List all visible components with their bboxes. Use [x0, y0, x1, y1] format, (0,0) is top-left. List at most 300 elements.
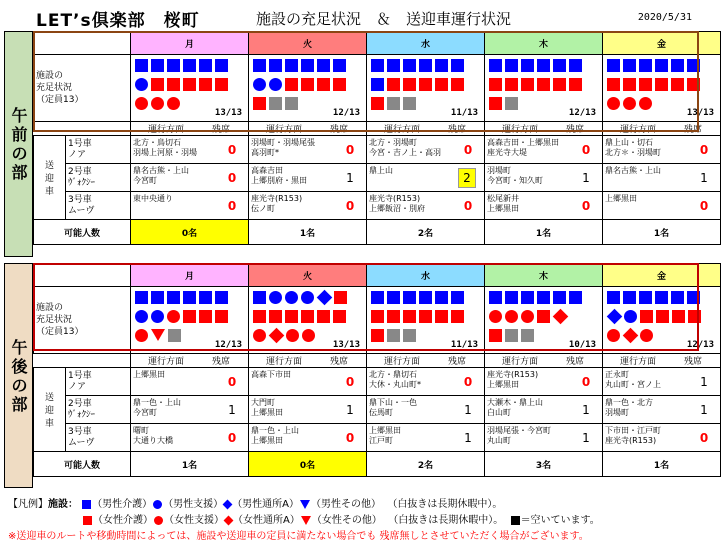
seats-header: 残席: [447, 357, 466, 367]
route-cell: [603, 192, 721, 220]
legend-female-daya: （女性通所A）: [233, 515, 300, 526]
route-cell: [367, 192, 485, 220]
female-other-icon: [301, 516, 311, 525]
route-text: 北方・鼎切石 大休・丸山町*: [369, 370, 421, 389]
possible-value: 0名: [131, 220, 249, 245]
club-name: LET’s倶楽部 桜町: [36, 11, 200, 31]
square-r-icon: [167, 78, 180, 91]
seats-remaining: 1: [700, 403, 708, 417]
possible-value: 1名: [485, 220, 603, 245]
status-icon-row: [489, 78, 585, 91]
route-text: 高森吉田・上郷黒田 座光寺大堤: [487, 138, 559, 157]
legend-male-daya: （男性通所A）: [232, 499, 300, 510]
seats-remaining: 1: [346, 403, 354, 417]
square-b-icon: [607, 291, 620, 304]
circle-r-icon: [135, 329, 148, 342]
route-text: 羽場尾張・今宮町 丸山町: [487, 426, 551, 445]
square-r-icon: [489, 97, 502, 110]
legend-line-male: [8, 497, 698, 513]
square-b-icon: [655, 291, 668, 304]
route-text: 正永町 丸山町・宮ノ上: [605, 370, 661, 389]
seats-remaining: 1: [582, 431, 590, 445]
pm-side-label: [4, 263, 33, 488]
seats-header: 残席: [211, 357, 230, 367]
route-text: 座光寺(R153) 上郷黒田: [487, 370, 539, 389]
possible-value: 1名: [603, 452, 721, 477]
circle-b-icon: [269, 78, 282, 91]
square-r-icon: [451, 310, 464, 323]
route-cell: [131, 136, 249, 164]
square-b-icon: [199, 59, 212, 72]
square-r-icon: [435, 78, 448, 91]
square-b-icon: [371, 78, 384, 91]
status-icon-row: [253, 97, 301, 110]
square-r-icon: [199, 78, 212, 91]
square-b-icon: [687, 291, 700, 304]
seats-remaining: 0: [581, 143, 591, 157]
route-text: 鼎上山・切石 北方＊・羽場町: [605, 138, 661, 157]
square-r-icon: [553, 78, 566, 91]
status-icon-row: [371, 59, 467, 72]
vehicle-label: 2号車 ｳﾞｫｸｼｰ: [66, 396, 131, 424]
square-b-icon: [419, 291, 432, 304]
circle-b-icon: [135, 310, 148, 323]
circle-b-icon: [269, 291, 282, 304]
square-r-icon: [253, 97, 266, 110]
square-b-icon: [387, 59, 400, 72]
square-r-icon: [183, 310, 196, 323]
status-cell: [485, 55, 603, 122]
legend-note: （白抜きは長期休暇中）。: [387, 499, 503, 510]
circle-r-icon: [286, 329, 299, 342]
square-r-icon: [655, 78, 668, 91]
square-r-icon: [269, 310, 282, 323]
legend: [8, 497, 698, 545]
square-r-icon: [607, 78, 620, 91]
route-text: 鼎一色・北方 羽場町: [605, 398, 653, 417]
square-r-icon: [489, 78, 502, 91]
square-r-icon: [387, 78, 400, 91]
square-b-icon: [489, 59, 502, 72]
status-icon-row: [607, 291, 703, 304]
route-header: 運行方面: [619, 125, 656, 135]
diamond-r-icon: [623, 328, 639, 344]
seats-remaining: 0: [463, 375, 473, 389]
possible-value: 0名: [249, 452, 367, 477]
route-text: 上郷黒田 江戸町: [369, 426, 401, 445]
square-r-icon: [371, 310, 384, 323]
square-b-icon: [639, 291, 652, 304]
route-cell: [367, 424, 485, 452]
seats-remaining: 0: [227, 171, 237, 185]
circle-r-icon: [253, 329, 266, 342]
square-g-icon: [403, 97, 416, 110]
route-cell: [485, 368, 603, 396]
circle-b-icon: [285, 291, 298, 304]
square-b-icon: [521, 59, 534, 72]
status-icon-row: [489, 310, 570, 323]
route-header: 運行方面: [501, 357, 538, 367]
circle-r-icon: [167, 310, 180, 323]
legend-female-other: （女性その他）: [311, 515, 382, 526]
circle-r-icon: [302, 329, 315, 342]
subheader: [249, 122, 367, 136]
square-g-icon: [505, 329, 518, 342]
seats-header: 残席: [211, 125, 230, 135]
status-icon-row: [135, 291, 231, 304]
seats-remaining: 1: [346, 171, 354, 185]
male-other-icon: [300, 500, 310, 509]
possible-value: 2名: [367, 220, 485, 245]
route-cell: [485, 164, 603, 192]
seats-remaining: 0: [345, 199, 355, 213]
seats-remaining: 0: [581, 199, 591, 213]
route-text: 羽場町・羽場尾張 高羽町*: [251, 138, 315, 157]
day-header: 水: [367, 32, 485, 55]
square-g-icon: [285, 97, 298, 110]
square-b-icon: [151, 59, 164, 72]
route-text: 座光寺(R153) 伝ノ町: [251, 194, 303, 213]
status-cell: [367, 55, 485, 122]
square-b-icon: [505, 59, 518, 72]
square-r-icon: [317, 78, 330, 91]
legend-empty: ＝空いています。: [520, 515, 600, 526]
route-text: 鼎一色・上山 上郷黒田: [251, 426, 299, 445]
square-g-icon: [387, 97, 400, 110]
vehicle-label: 1号車 ノア: [66, 136, 131, 164]
route-cell: [367, 396, 485, 424]
circle-r-icon: [135, 97, 148, 110]
square-r-icon: [419, 310, 432, 323]
status-icon-row: [371, 310, 467, 323]
status-cell: [249, 55, 367, 122]
occupancy-ratio: 12/13: [568, 108, 596, 118]
square-b-icon: [269, 59, 282, 72]
square-b-icon: [607, 59, 620, 72]
route-cell: [249, 396, 367, 424]
square-r-icon: [656, 310, 669, 323]
day-header: 火: [249, 32, 367, 55]
route-text: 上郷黒田: [605, 194, 637, 203]
blank-cell: [34, 354, 131, 368]
possible-value: 1名: [249, 220, 367, 245]
square-b-icon: [151, 291, 164, 304]
square-b-icon: [167, 59, 180, 72]
status-icon-row: [489, 59, 585, 72]
day-header: 月: [131, 32, 249, 55]
route-cell: [249, 192, 367, 220]
square-b-icon: [215, 291, 228, 304]
status-icon-row: [607, 97, 655, 110]
square-b-icon: [253, 291, 266, 304]
route-text: 北方・鳥切石 羽場上河原・羽場: [133, 138, 197, 157]
square-r-icon: [371, 97, 384, 110]
vehicle-label: 1号車 ノア: [66, 368, 131, 396]
status-cell: [131, 55, 249, 122]
square-b-icon: [639, 59, 652, 72]
square-r-icon: [537, 310, 550, 323]
route-cell: [367, 164, 485, 192]
circle-r-icon: [505, 310, 518, 323]
square-g-icon: [505, 97, 518, 110]
status-icon-row: [489, 97, 521, 110]
day-header: 月: [131, 264, 249, 287]
route-cell: [485, 424, 603, 452]
status-icon-row: [489, 291, 585, 304]
day-header: 火: [249, 264, 367, 287]
status-icon-row: [135, 329, 184, 342]
route-cell: [249, 424, 367, 452]
route-text: 羽場町 今宮町・知久町: [487, 166, 543, 185]
circle-b-icon: [253, 78, 266, 91]
seats-remaining: 0: [581, 375, 591, 389]
legend-warning: ※送迎車のルートや移動時間によっては、施設や送迎車の定員に満たない場合でも 残席無しとさせていただく場合がございます。: [8, 531, 589, 542]
route-header: 運行方面: [383, 357, 420, 367]
possible-label: 可能人数: [34, 452, 131, 477]
seats-remaining: 1: [464, 403, 472, 417]
legend-note: （白抜きは長期休暇中）。: [388, 515, 504, 526]
square-r-icon: [215, 310, 228, 323]
seats-remaining: 2: [458, 168, 476, 188]
circle-r-icon: [639, 97, 652, 110]
square-r-icon: [333, 310, 346, 323]
seats-remaining: 0: [227, 431, 237, 445]
square-r-icon: [403, 310, 416, 323]
square-r-icon: [333, 78, 346, 91]
square-b-icon: [167, 291, 180, 304]
seats-remaining: 0: [699, 143, 709, 157]
status-icon-row: [253, 59, 349, 72]
subheader: [367, 122, 485, 136]
square-g-icon: [521, 329, 534, 342]
square-r-icon: [183, 78, 196, 91]
blank-cell: [34, 122, 131, 136]
seats-remaining: 1: [582, 403, 590, 417]
legend-female-support: （女性支援）: [164, 515, 224, 526]
seats-header: 残席: [683, 357, 702, 367]
status-icon-row: [607, 59, 703, 72]
legend-facility: 施設：: [48, 499, 78, 510]
circle-r-icon: [521, 310, 534, 323]
route-header: 運行方面: [619, 357, 656, 367]
circle-r-icon: [623, 97, 636, 110]
circle-b-icon: [624, 310, 637, 323]
seats-remaining: 0: [345, 375, 355, 389]
square-b-icon: [505, 291, 518, 304]
square-b-icon: [135, 59, 148, 72]
route-text: 座光寺(R153) 上郷飯沼・別府: [369, 194, 425, 213]
square-b-icon: [135, 291, 148, 304]
occupancy-ratio: 12/13: [332, 108, 360, 118]
subheader: [485, 354, 603, 368]
square-g-icon: [403, 329, 416, 342]
status-cell: [485, 287, 603, 354]
route-header: 運行方面: [147, 357, 184, 367]
route-text: 下市田・江戸町 座光寺(R153): [605, 426, 661, 445]
square-r-icon: [215, 78, 228, 91]
circle-r-icon: [607, 97, 620, 110]
square-r-icon: [419, 78, 432, 91]
seats-remaining: 1: [700, 375, 708, 389]
seats-remaining: 0: [345, 143, 355, 157]
square-b-icon: [371, 291, 384, 304]
diamond-b-icon: [607, 309, 623, 325]
route-cell: [131, 424, 249, 452]
square-b-icon: [333, 59, 346, 72]
circle-r-icon: [151, 97, 164, 110]
diamond-r-icon: [553, 309, 569, 325]
occupancy-ratio: 12/13: [214, 340, 242, 350]
route-cell: [485, 136, 603, 164]
status-cell: [131, 287, 249, 354]
seats-remaining: 1: [700, 171, 708, 185]
route-text: 高森下市田: [251, 370, 291, 379]
subheader: [131, 354, 249, 368]
occupancy-ratio: 13/13: [214, 108, 242, 118]
subheader: [485, 122, 603, 136]
status-icon-row: [607, 310, 704, 323]
route-text: 鼎一色・上山 今宮町: [133, 398, 181, 417]
page-header: [0, 6, 702, 30]
square-r-icon: [371, 329, 384, 342]
status-cell: [367, 287, 485, 354]
square-b-icon: [451, 59, 464, 72]
transport-label: 送 迎 車: [34, 136, 66, 220]
square-b-icon: [387, 291, 400, 304]
square-g-icon: [269, 97, 282, 110]
square-r-icon: [317, 310, 330, 323]
square-r-icon: [285, 310, 298, 323]
route-header: 運行方面: [501, 125, 538, 135]
route-header: 運行方面: [265, 357, 302, 367]
status-cell: [249, 287, 367, 354]
route-cell: [249, 368, 367, 396]
status-icon-row: [371, 97, 419, 110]
route-cell: [485, 192, 603, 220]
route-cell: [603, 368, 721, 396]
possible-label: 可能人数: [34, 220, 131, 245]
occupancy-ratio: 13/13: [686, 108, 714, 118]
am-section: [4, 31, 714, 257]
status-cell: [603, 287, 721, 354]
diamond-b-icon: [317, 290, 333, 306]
square-b-icon: [183, 59, 196, 72]
route-cell: [603, 136, 721, 164]
square-b-icon: [285, 59, 298, 72]
seats-header: 残席: [447, 125, 466, 135]
occupancy-ratio: 12/13: [686, 340, 714, 350]
seats-remaining: 0: [227, 143, 237, 157]
square-r-icon: [285, 78, 298, 91]
seats-header: 残席: [329, 125, 348, 135]
female-care-icon: [83, 516, 92, 525]
status-icon-row: [371, 78, 467, 91]
legend-female-care: （女性介護）: [93, 515, 153, 526]
subheader: [603, 354, 721, 368]
day-header: 水: [367, 264, 485, 287]
square-b-icon: [569, 291, 582, 304]
square-b-icon: [671, 291, 684, 304]
route-cell: [249, 164, 367, 192]
occupancy-ratio: 11/13: [450, 108, 478, 118]
possible-value: 1名: [603, 220, 721, 245]
route-cell: [603, 164, 721, 192]
route-text: 大瀬木・鼎上山 白山町: [487, 398, 543, 417]
day-header: 金: [603, 32, 721, 55]
occupancy-ratio: 13/13: [332, 340, 360, 350]
am-table: [33, 31, 721, 245]
square-b-icon: [623, 59, 636, 72]
route-cell: [249, 136, 367, 164]
square-b-icon: [301, 59, 314, 72]
vehicle-label: 3号車 ムーヴ: [66, 424, 131, 452]
seats-header: 残席: [565, 125, 584, 135]
status-label: 施設の 充足状況 （定員13）: [34, 287, 131, 354]
corner-cell: [34, 32, 131, 55]
square-r-icon: [403, 78, 416, 91]
seats-remaining: 0: [699, 431, 709, 445]
square-r-icon: [521, 78, 534, 91]
legend-male-care: （男性介護）: [92, 499, 153, 510]
square-r-icon: [301, 78, 314, 91]
occupancy-ratio: 11/13: [450, 340, 478, 350]
square-b-icon: [553, 291, 566, 304]
status-icon-row: [371, 329, 419, 342]
square-b-icon: [569, 59, 582, 72]
seats-remaining: 1: [464, 431, 472, 445]
seats-remaining: 0: [227, 375, 237, 389]
route-text: 松尾新井 上郷黒田: [487, 194, 519, 213]
square-g-icon: [387, 329, 400, 342]
subheader: [249, 354, 367, 368]
square-b-icon: [253, 59, 266, 72]
empty-seat-icon: [511, 516, 520, 525]
status-cell: [603, 55, 721, 122]
subheader: [131, 122, 249, 136]
square-b-icon: [403, 59, 416, 72]
day-header: 木: [485, 264, 603, 287]
status-icon-row: [607, 78, 703, 91]
square-b-icon: [317, 59, 330, 72]
route-cell: [131, 164, 249, 192]
status-icon-row: [253, 291, 350, 304]
square-b-icon: [435, 59, 448, 72]
day-header: 金: [603, 264, 721, 287]
square-b-icon: [489, 291, 502, 304]
status-icon-row: [253, 78, 349, 91]
square-r-icon: [301, 310, 314, 323]
square-b-icon: [655, 59, 668, 72]
status-icon-row: [371, 291, 467, 304]
route-text: 鼎下山・一色 伝馬町: [369, 398, 417, 417]
corner-cell: [34, 264, 131, 287]
circle-r-icon: [489, 310, 502, 323]
square-b-icon: [435, 291, 448, 304]
route-header: 運行方面: [147, 125, 184, 135]
route-header: 運行方面: [383, 125, 420, 135]
square-b-icon: [215, 59, 228, 72]
possible-value: 3名: [485, 452, 603, 477]
seats-remaining: 0: [699, 199, 709, 213]
female-daya-icon: [224, 515, 234, 525]
square-b-icon: [371, 59, 384, 72]
status-icon-row: [489, 329, 537, 342]
seats-header: 残席: [329, 357, 348, 367]
square-r-icon: [537, 78, 550, 91]
route-text: 東中央通り: [133, 194, 173, 203]
possible-value: 2名: [367, 452, 485, 477]
square-b-icon: [451, 291, 464, 304]
